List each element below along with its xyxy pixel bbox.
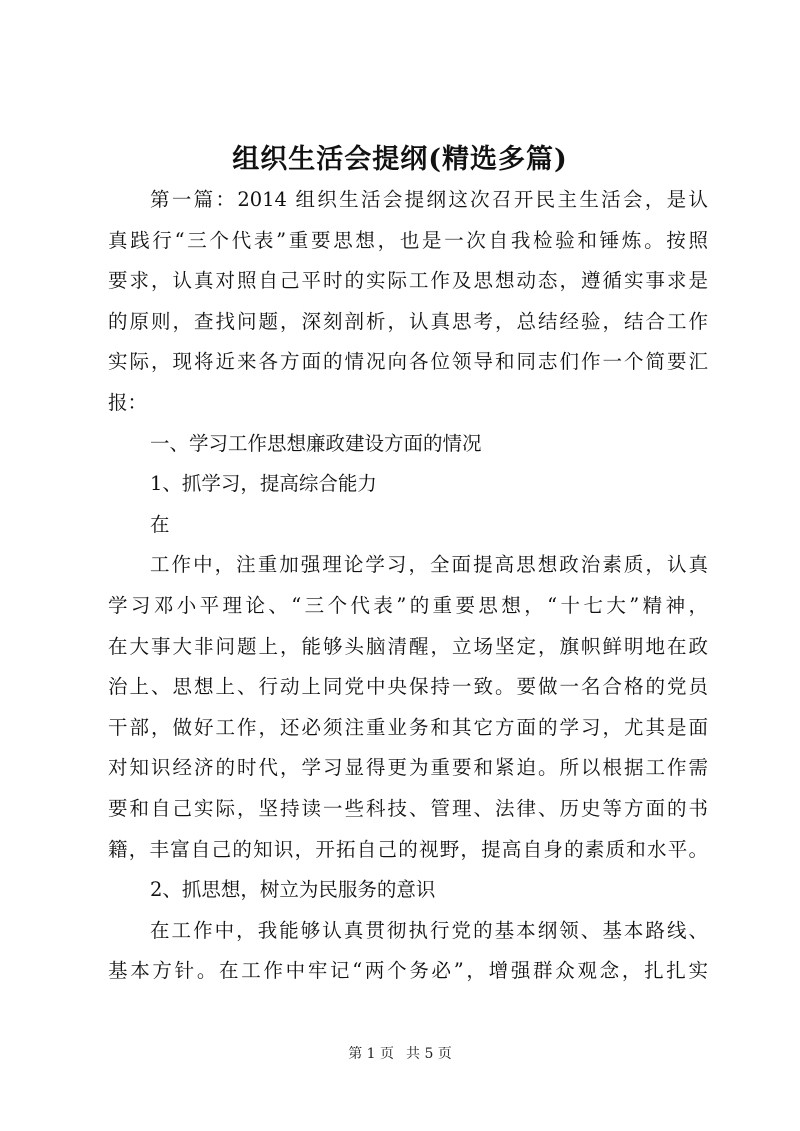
body-line: 对知识经济的时代，学习显得更为重要和紧迫。所以根据工作需 [108, 756, 708, 780]
body-line: 在 [150, 512, 170, 536]
body-line: 在工作中，我能够认真贯彻执行党的基本纲领、基本路线、 [150, 918, 708, 942]
section-heading: 一、学习工作思想廉政建设方面的情况 [150, 431, 482, 455]
page-number: 第 1 页 [348, 1046, 394, 1062]
subsection-heading: 1、抓学习，提高综合能力 [150, 472, 377, 496]
body-line: 基本方针。在工作中牢记“两个务必”，增强群众观念，扎扎实 [108, 959, 708, 983]
body-line: 籍，丰富自己的知识，开拓自己的视野，提高自身的素质和水平。 [108, 837, 708, 861]
body-line: 真践行“三个代表”重要思想，也是一次自我检验和锤炼。按照 [108, 228, 708, 252]
document-title: 组织生活会提纲(精选多篇) [232, 144, 568, 175]
page-footer [0, 1044, 800, 1064]
body-line: 工作中，注重加强理论学习，全面提高思想政治素质，认真 [150, 553, 708, 577]
subsection-heading: 2、抓思想，树立为民服务的意识 [150, 878, 436, 902]
document-body [108, 180, 708, 992]
body-line: 报： [108, 390, 148, 414]
body-line: 干部，做好工作，还必须注重业务和其它方面的学习，尤其是面 [108, 715, 708, 739]
body-line: 学习邓小平理论、“三个代表”的重要思想，“十七大”精神， [108, 593, 708, 617]
body-line: 第一篇：2014 组织生活会提纲这次召开民主生活会，是认 [150, 188, 708, 211]
body-line: 在大事大非问题上，能够头脑清醒，立场坚定，旗帜鲜明地在政 [108, 634, 708, 658]
body-line: 实际，现将近来各方面的情况向各位领导和同志们作一个简要汇 [108, 350, 708, 374]
page-total: 共 5 页 [406, 1046, 452, 1062]
body-line: 要求，认真对照自己平时的实际工作及思想动态，遵循实事求是 [108, 269, 708, 293]
body-line: 的原则，查找问题，深刻剖析，认真思考，总结经验，结合工作 [108, 309, 708, 333]
body-line: 要和自己实际，坚持读一些科技、管理、法律、历史等方面的书 [108, 796, 708, 820]
body-line: 治上、思想上、行动上同党中央保持一致。要做一名合格的党员 [108, 675, 708, 699]
